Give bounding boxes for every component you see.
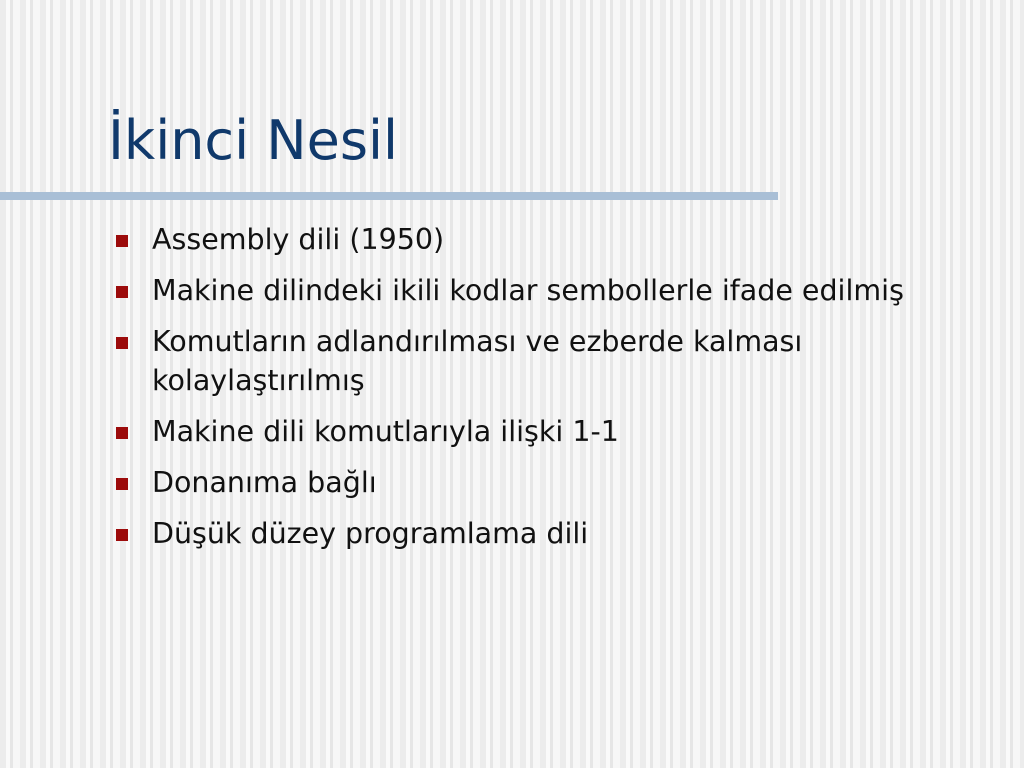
bullet-item xyxy=(116,514,976,553)
bullet-item xyxy=(116,220,976,259)
square-bullet-icon xyxy=(116,337,128,349)
bullet-list xyxy=(116,220,976,565)
bullet-text: Donanıma bağlı xyxy=(152,466,377,499)
square-bullet-icon xyxy=(116,235,128,247)
square-bullet-icon xyxy=(116,529,128,541)
slide-title: İkinci Nesil xyxy=(108,109,399,172)
bullet-item xyxy=(116,412,976,451)
bullet-text: Makine dili komutlarıyla ilişki 1-1 xyxy=(152,415,619,448)
square-bullet-icon xyxy=(116,427,128,439)
bullet-item xyxy=(116,463,976,502)
bullet-text: Düşük düzey programlama dili xyxy=(152,517,589,550)
title-underline-rule xyxy=(0,192,778,200)
bullet-text: Makine dilindeki ikili kodlar sembollerle ifade edilmiş xyxy=(152,274,904,307)
bullet-text: Komutların adlandırılması ve ezberde kalması kolaylaştırılmış xyxy=(152,325,803,397)
bullet-item xyxy=(116,322,976,400)
bullet-item xyxy=(116,271,976,310)
square-bullet-icon xyxy=(116,478,128,490)
square-bullet-icon xyxy=(116,286,128,298)
bullet-text: Assembly dili (1950) xyxy=(152,223,445,256)
